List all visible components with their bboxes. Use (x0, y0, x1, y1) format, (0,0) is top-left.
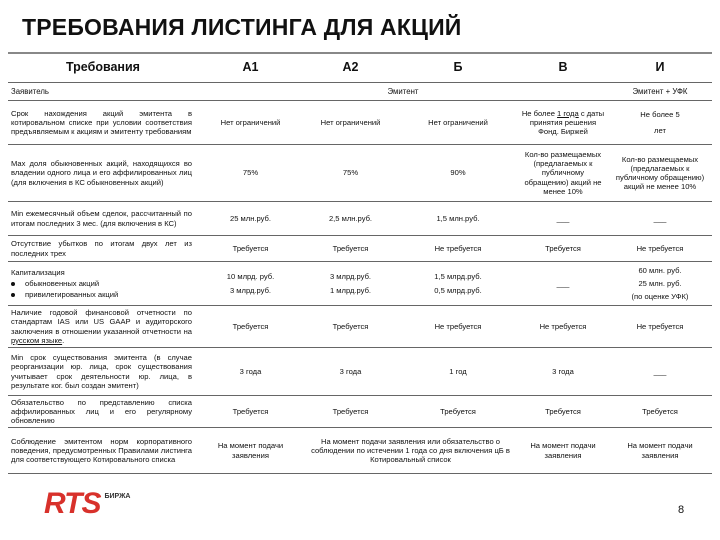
header-i: И (608, 53, 712, 83)
cell-a1: 25 млн.руб. (198, 202, 303, 236)
page-title: ТРЕБОВАНИЯ ЛИСТИНГА ДЛЯ АКЦИЙ (22, 14, 462, 40)
cell-a1: Требуется (198, 306, 303, 348)
cell-b: 90% (398, 145, 518, 202)
row-label: Обязательство по представлению списка аффилированных лиц и его регулярному обновлению (8, 396, 198, 428)
table-row (8, 262, 712, 306)
cell-b: 1,5 млрд.руб. 0,5 млрд.руб. (398, 262, 518, 306)
cell-v: ___ (518, 262, 608, 306)
cell-i: Не более 5 лет (608, 101, 712, 145)
table-row (8, 348, 712, 396)
logo-brand: RTS (44, 487, 101, 520)
row-label: Капитализация обыкновенных акций привилегированных акций (8, 262, 198, 306)
row-label: Соблюдение эмитентом норм корпоративного поведения, предусмотренных Правилами листинга для соответствующего Котировального списка (8, 428, 198, 474)
cell-i: 60 млн. руб. 25 млн. руб. (по оценке УФК) (608, 262, 712, 306)
table-row (8, 396, 712, 428)
cell-i: Требуется (608, 396, 712, 428)
cell-a1: 3 года (198, 348, 303, 396)
header-b: Б (398, 53, 518, 83)
cell-v: ___ (518, 202, 608, 236)
cell-a1: 75% (198, 145, 303, 202)
cell-v: На момент подачи заявления (518, 428, 608, 474)
cell-a2: 3 года (303, 348, 398, 396)
applicant-row (8, 83, 712, 101)
cell-a1: Требуется (198, 396, 303, 428)
row-label: Мах доля обыкновенных акций, находящихся во владении одного лица и его аффилированных лиц (для включения в КС обыкновенных акций) (8, 145, 198, 202)
cell-i: ___ (608, 348, 712, 396)
cell-a1: Требуется (198, 236, 303, 262)
cell-b: Не требуется (398, 236, 518, 262)
cell-a1: Нет ограничений (198, 101, 303, 145)
rts-logo (44, 487, 131, 520)
cell-b: Требуется (398, 396, 518, 428)
table-row (8, 306, 712, 348)
cell-a2: 3 млрд.руб. 1 млрд.руб. (303, 262, 398, 306)
cell-i: ___ (608, 202, 712, 236)
cell-b: 1 год (398, 348, 518, 396)
row-label: Срок нахождения акций эмитента в котировальном списке при условии соответствия предъявляемым к акциям и эмитенту требованиям (8, 101, 198, 145)
cell-v: 3 года (518, 348, 608, 396)
row-label: Наличие годовой финансовой отчетности по стандартам IAS или US GAAP и аудиторского заключения в отношении указанной отчетности на русском языке. (8, 306, 198, 348)
cell-b: Не требуется (398, 306, 518, 348)
table-row (8, 145, 712, 202)
listing-requirements-table (8, 52, 712, 474)
cell-a2-b: На момент подачи заявления или обязательство о соблюдении по истечении 1 года со дня включения цБ в Котировальный список (303, 428, 518, 474)
row-label: Min срок существования эмитента (в случае реорганизации юр. лица, срок существования учитывает срок деятельности юр. лица, в результате ког. был создан эмитент) (8, 348, 198, 396)
header-a2: А2 (303, 53, 398, 83)
cell-a2: 2,5 млн.руб. (303, 202, 398, 236)
cell-i: На момент подачи заявления (608, 428, 712, 474)
cell-a1: На момент подачи заявления (198, 428, 303, 474)
bullet-icon (11, 282, 15, 286)
cell-a2: 75% (303, 145, 398, 202)
applicant-issuer-uk: Эмитент + УФК (608, 83, 712, 101)
table-row (8, 428, 712, 474)
cell-a1: 10 млрд. руб. 3 млрд.руб. (198, 262, 303, 306)
table-row (8, 202, 712, 236)
cell-a2: Нет ограничений (303, 101, 398, 145)
table-row (8, 236, 712, 262)
cell-b: 1,5 млн.руб. (398, 202, 518, 236)
cell-v: Требуется (518, 396, 608, 428)
cell-v: Не более 1 года с даты принятия решения Фонд. Биржей (518, 101, 608, 145)
cell-i: Не требуется (608, 236, 712, 262)
cell-i: Кол-во размещаемых (предлагаемых к публичному обращению) акций не менее 10% (608, 145, 712, 202)
table-header-row (8, 53, 712, 83)
cell-v: Не требуется (518, 306, 608, 348)
cell-v: Требуется (518, 236, 608, 262)
cell-i: Не требуется (608, 306, 712, 348)
cell-a2: Требуется (303, 396, 398, 428)
row-label: Min ежемесячный объем сделок, рассчитанный по итогам последних 3 мес. (для включения в КС) (8, 202, 198, 236)
header-a1: А1 (198, 53, 303, 83)
bullet-icon (11, 293, 15, 297)
applicant-issuer: Эмитент (198, 83, 608, 101)
header-requirements: Требования (8, 53, 198, 83)
page-number: 8 (678, 504, 685, 516)
cell-b: Нет ограничений (398, 101, 518, 145)
cell-a2: Требуется (303, 306, 398, 348)
row-label: Отсутствие убытков по итогам двух лет из последних трех (8, 236, 198, 262)
table-row (8, 101, 712, 145)
cell-v: Кол-во размещаемых (предлагаемых к публичному обращению) акций не менее 10% (518, 145, 608, 202)
cell-a2: Требуется (303, 236, 398, 262)
header-v: В (518, 53, 608, 83)
logo-sub: БИРЖА (104, 493, 131, 500)
applicant-label: Заявитель (8, 83, 198, 101)
